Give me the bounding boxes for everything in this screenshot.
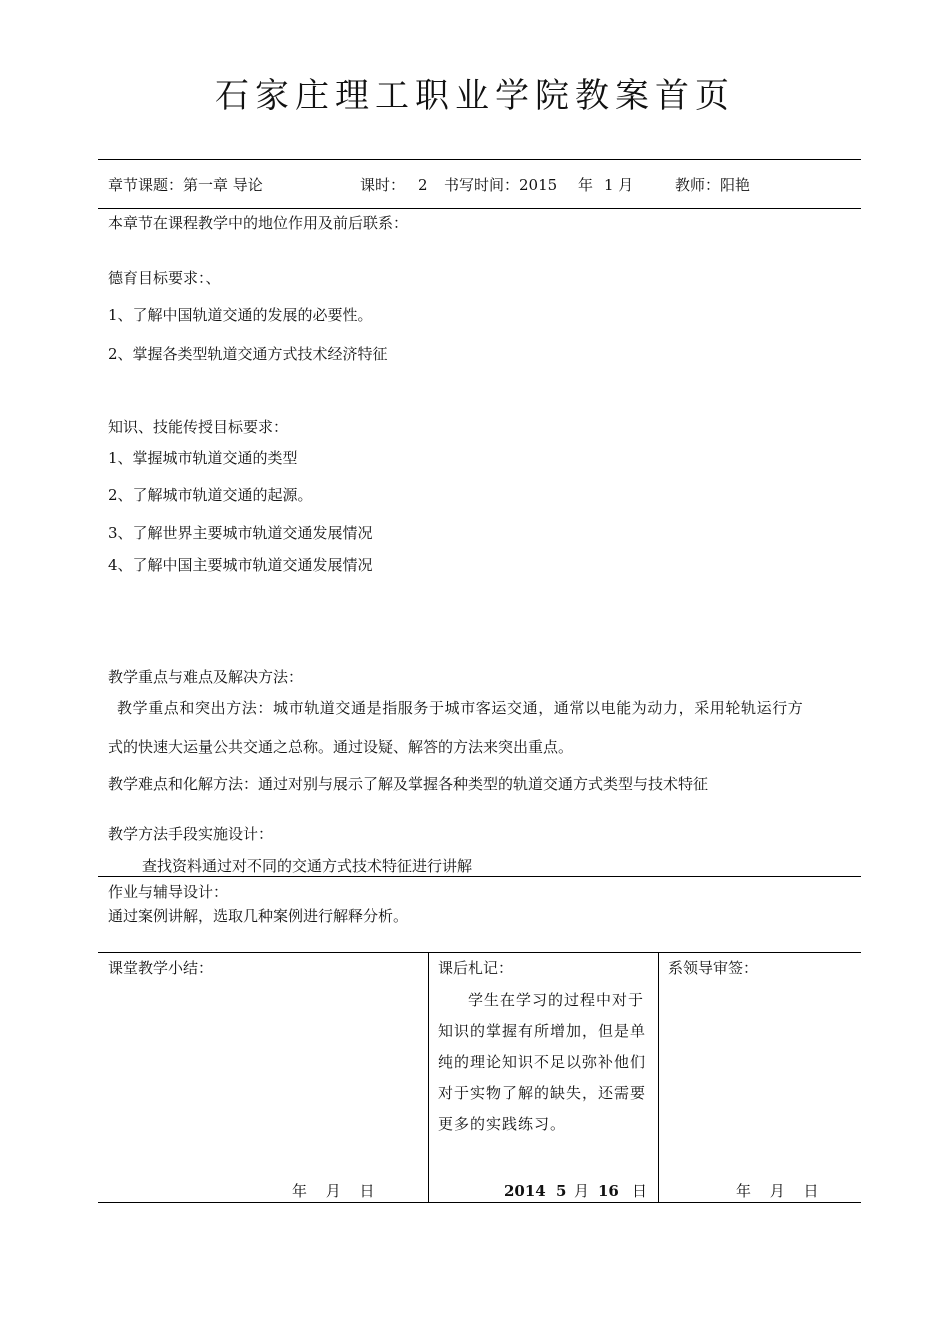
homework-text: 通过案例讲解，选取几种案例进行解释分析。 xyxy=(108,907,409,925)
summary-date: 年 月 日 xyxy=(292,1182,375,1200)
homework-rule xyxy=(98,876,861,877)
month-value: 1 月 xyxy=(604,176,634,194)
page-title: 石家庄理工职业学院教案首页 xyxy=(215,76,735,116)
footer-top-rule xyxy=(98,952,861,953)
knowledge-item: 2、了解城市轨道交通的起源。 xyxy=(108,486,313,504)
notes-date-month: 5 xyxy=(556,1182,567,1200)
summary-label: 课堂教学小结： xyxy=(108,959,214,977)
notes-date-month-unit: 月 xyxy=(574,1182,590,1200)
moral-item: 1、了解中国轨道交通的发展的必要性。 xyxy=(108,306,373,324)
position-label: 本章节在课程教学中的地位作用及前后联系： xyxy=(108,214,409,232)
notes-date-year: 2014 xyxy=(504,1182,546,1200)
notes-date-day: 16 xyxy=(598,1182,619,1200)
keypoints-heading: 教学重点与难点及解决方法： xyxy=(108,668,304,686)
teacher-label: 教师：阳艳 xyxy=(675,176,751,194)
keypoint-line: 教学重点和突出方法：城市轨道交通是指服务于城市客运交通，通常以电能为动力，采用轮轨运行方 xyxy=(117,699,804,717)
notes-date-day-unit: 日 xyxy=(632,1182,648,1200)
notes-text: 学生在学习的过程中对于知识的掌握有所增加，但是单纯的理论知识不足以弥补他们对于实物了解的缺失，还需要更多的实践练习。 xyxy=(438,991,647,1133)
moral-heading: 德育目标要求：、 xyxy=(108,269,221,287)
knowledge-item: 4、了解中国主要城市轨道交通发展情况 xyxy=(108,556,373,574)
footer-divider xyxy=(428,952,429,1202)
review-date: 年 月 日 xyxy=(736,1182,819,1200)
keypoint-line: 式的快速大运量公共交通之总称。通过设疑、解答的方法来突出重点。 xyxy=(108,738,574,756)
time-label: 书写时间：2015 xyxy=(444,176,558,194)
header-top-rule xyxy=(98,159,861,160)
knowledge-item: 3、了解世界主要城市轨道交通发展情况 xyxy=(108,524,373,542)
review-label: 系领导审签： xyxy=(668,959,759,977)
moral-item: 2、掌握各类型轨道交通方式技术经济特征 xyxy=(108,345,388,363)
difficulty-text: 教学难点和化解方法：通过对别与展示了解及掌握各种类型的轨道交通方式类型与技术特征 xyxy=(108,775,709,793)
homework-heading: 作业与辅导设计： xyxy=(108,883,229,901)
method-heading: 教学方法手段实施设计： xyxy=(108,825,274,843)
year-unit: 年 xyxy=(578,176,594,194)
header-bottom-rule xyxy=(98,208,861,209)
method-text: 查找资料通过对不同的交通方式技术特征进行讲解 xyxy=(142,857,473,875)
footer-divider xyxy=(658,952,659,1202)
knowledge-heading: 知识、技能传授目标要求： xyxy=(108,418,289,436)
hours-value: 2 xyxy=(418,176,428,194)
hours-label: 课时： xyxy=(360,176,406,194)
notes-label: 课后札记： xyxy=(438,959,514,977)
knowledge-item: 1、掌握城市轨道交通的类型 xyxy=(108,449,298,467)
chapter-label: 章节课题：第一章 导论 xyxy=(108,176,263,194)
footer-bottom-rule xyxy=(98,1202,861,1203)
